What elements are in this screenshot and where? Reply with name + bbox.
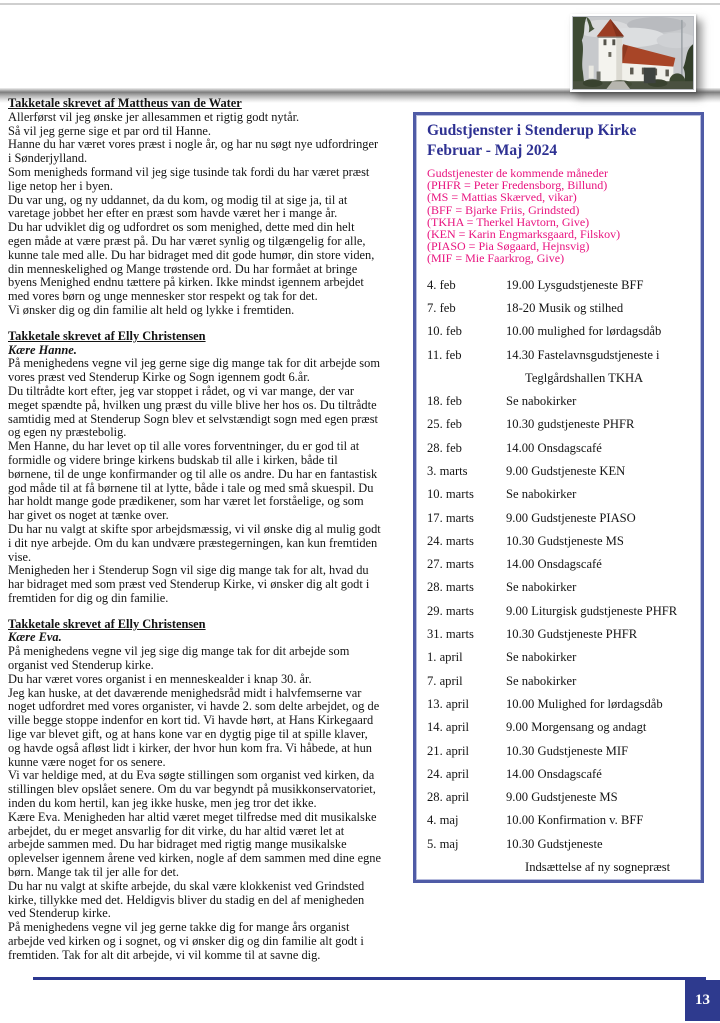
- schedule-date: 14. april: [427, 720, 469, 735]
- schedule-detail: Teglgårdshallen TKHA: [525, 370, 644, 385]
- text-line: lige var blevet gift, og at hans kone var en dygtig pige til at spille klaver,: [8, 727, 368, 742]
- schedule-row: [427, 837, 697, 860]
- text-line: Du tiltrådte kort efter, jeg var stoppet i rådet, og vi var mange, der var: [8, 383, 354, 398]
- schedule-row: [427, 348, 697, 371]
- text-line: god måde til at få børnene til at lytte, både i tale og med små skuespil. Du: [8, 480, 374, 495]
- text-line: inden du kom hertil, kan jeg ikke huske, men jeg tror det ikke.: [8, 796, 317, 811]
- schedule-date: 21. april: [427, 743, 469, 758]
- schedule-detail: 10.00 mulighed for lørdagsdåb: [506, 324, 662, 339]
- schedule-detail: 10.30 gudstjeneste PHFR: [506, 417, 635, 432]
- text-line: stillingen blev opslået senere. Om du var begyndt på musikkonservatoriet,: [8, 782, 376, 797]
- text-line: Vi var heldige med, at du Eva søgte stillingen som organist ved kirken, da: [8, 768, 375, 783]
- schedule-row: [427, 557, 697, 580]
- article-subheading: Kære Hanne.: [8, 342, 77, 357]
- legend-entry: (KEN = Karin Engmarksgaard, Filskov): [427, 227, 621, 242]
- schedule-row: [427, 674, 697, 697]
- schedule-date: 18. feb: [427, 394, 462, 409]
- schedule-detail: 9.00 Morgensang og andagt: [506, 720, 647, 735]
- schedule-detail: 18-20 Musik og stilhed: [506, 300, 624, 315]
- clergy-legend: [427, 167, 697, 265]
- schedule-row: [427, 487, 697, 510]
- schedule-row: [427, 697, 697, 720]
- schedule-date: 17. marts: [427, 510, 474, 525]
- text-line: fremtiden. Tak for alt dit arbejde, vi vil komme til at savne dig.: [8, 947, 321, 962]
- schedule-row: [427, 441, 697, 464]
- schedule-row: [427, 324, 697, 347]
- article-elly-eva: [8, 618, 412, 963]
- schedule-row: [427, 627, 697, 650]
- text-line: kirke, tillykke med det. Heldigvis bliver du stadig en del af menigheden: [8, 892, 365, 907]
- schedule-detail: 9.00 Gudstjeneste MS: [506, 790, 618, 805]
- text-line: Du har udviklet dig og udfordret os som menighed, dette med din helt: [8, 220, 355, 235]
- text-line: og havde også afløst lidt i kirker, der hvor hun kom fra. Vi håbede, at hun: [8, 740, 372, 755]
- text-line: arbejdet, du er meget ansvarlig for dit virke, du har altid været let at: [8, 823, 345, 838]
- schedule-row: [427, 511, 697, 534]
- article-elly-hanne: [8, 330, 412, 606]
- schedule-date: 24. marts: [427, 533, 474, 548]
- schedule-detail: 14.00 Onsdagscafé: [506, 440, 602, 455]
- church-photo: [570, 14, 696, 92]
- schedule-date: 7. april: [427, 673, 463, 688]
- text-line: Hanne du har været vores præst i nogle år, og har nu søgt nye udfordringer: [8, 137, 379, 152]
- schedule-date: 28. april: [427, 790, 469, 805]
- schedule-detail: 9.00 Liturgisk gudstjeneste PHFR: [506, 603, 678, 618]
- schedule-detail: 10.00 Konfirmation v. BFF: [506, 813, 644, 828]
- schedule-detail: 9.00 Gudstjeneste PIASO: [506, 510, 636, 525]
- text-line: På menighedens vegne vil jeg sige dig mange tak for dit arbejde som: [8, 644, 350, 659]
- church-photo-illustration: [572, 16, 694, 90]
- schedule-detail: 14.30 Fastelavnsgudstjeneste i: [506, 347, 660, 362]
- page-number: 13: [695, 992, 710, 1008]
- schedule-detail: 14.00 Onsdagscafé: [506, 766, 602, 781]
- schedule-detail: 10.30 Gudstjeneste: [506, 836, 603, 851]
- schedule-date: 13. april: [427, 696, 469, 711]
- article-body: [8, 645, 412, 962]
- text-line: har givet os noget at tænke over.: [8, 508, 169, 523]
- legend-entry: (TKHA = Therkel Havtorn, Give): [427, 214, 590, 229]
- text-line: og egen ny præstebolig.: [8, 425, 127, 440]
- schedule-date: 4. maj: [427, 813, 459, 828]
- services-schedule: [427, 278, 697, 883]
- schedule-detail: 14.00 Onsdagscafé: [506, 557, 602, 572]
- schedule-date: 25. feb: [427, 417, 462, 432]
- text-line: oplevelser igennem årene ved kirken, nogle af dem sammen med dine egne: [8, 851, 381, 866]
- schedule-detail: Indsættelse af ny sognepræst: [525, 860, 671, 875]
- legend-entry: (MIF = Mie Faarkrog, Give): [427, 251, 565, 266]
- text-line: arbejde sammen med. Du har bidraget med rigtig mange musikalske: [8, 837, 347, 852]
- text-line: organist ved Stenderup kirke.: [8, 658, 154, 673]
- services-title-line1: Gudstjenster i Stenderup Kirke: [427, 122, 637, 139]
- text-line: Menigheden her i Stenderup Sogn vil sige dig mange tak for alt, hvad du: [8, 563, 369, 578]
- text-line: har holdt mange gode prædikener, som har været let forståelige, og som: [8, 494, 364, 509]
- text-line: kunne være noget for os senere.: [8, 754, 166, 769]
- text-line: Som menigheds formand vil jeg sige tusinde tak fordi du har været præst: [8, 164, 370, 179]
- schedule-row: [427, 417, 697, 440]
- article-mattheus: [8, 97, 412, 318]
- text-line: ville begge stoppe indenfor en kort tid. Vi havde hørt, at Hans Kirkegaard: [8, 713, 374, 728]
- text-line: Du har nu valgt at skifte arbejde, du skal være klokkenist ved Grindsted: [8, 878, 365, 893]
- text-line: Men Hanne, du har levet op til alle vores forventninger, du er god til at: [8, 439, 360, 454]
- schedule-row: [427, 278, 697, 301]
- text-line: Jeg kan huske, at det daværende menighedsråd midt i halvfemserne var: [8, 685, 362, 700]
- schedule-date: 31. marts: [427, 627, 474, 642]
- page-number-badge: [685, 980, 720, 1021]
- text-line: byens Menighed endnu tættere på kirken. Ikke mindst igennem arbejdet: [8, 275, 364, 290]
- footer-rule: [33, 977, 706, 980]
- schedule-row: [427, 604, 697, 627]
- schedule-row: [427, 464, 697, 487]
- article-body: [8, 357, 412, 605]
- schedule-detail: 10.30 Gudstjeneste MIF: [506, 743, 629, 758]
- schedule-detail: Se nabokirker: [506, 650, 577, 665]
- schedule-row: [427, 371, 697, 394]
- schedule-detail: 19.00 Lysgudstjeneste BFF: [506, 277, 644, 292]
- article-heading: Takketale skrevet af Mattheus van de Water: [8, 97, 242, 110]
- text-line: Så vil jeg gerne sige et par ord til Hanne.: [8, 123, 212, 138]
- schedule-date: 24. april: [427, 766, 469, 781]
- legend-entries: [427, 179, 697, 264]
- text-line: børn. Mange tak til jer alle for det.: [8, 865, 180, 880]
- schedule-detail: 10.30 Gudstjeneste PHFR: [506, 627, 638, 642]
- article-heading: Takketale skrevet af Elly Christensen: [8, 616, 206, 631]
- text-line: Allerførst vil jeg ønske jer allesammen et rigtig godt nytår.: [8, 109, 300, 124]
- schedule-date: 10. feb: [427, 324, 462, 339]
- schedule-row: [427, 394, 697, 417]
- legend-entry: (PHFR = Peter Fredensborg, Billund): [427, 178, 608, 193]
- text-line: Vi ønsker dig og din familie alt held og lykke i fremtiden.: [8, 302, 295, 317]
- schedule-date: 1. april: [427, 650, 463, 665]
- text-line: På menighedens vegne vil jeg gerne takke dig for mange års organist: [8, 920, 350, 935]
- schedule-detail: Se nabokirker: [506, 487, 577, 502]
- text-line: Kære Eva. Menigheden har altid været meget tilfredse med dit musikalske: [8, 809, 377, 824]
- text-line: Du har nu valgt at skifte spor arbejdsmæssig, vi vil ønske dig al mulig godt: [8, 521, 381, 536]
- text-line: Du har været vores organist i en menneskealder i knap 30. år.: [8, 671, 312, 686]
- article-subheading: Kære Eva.: [8, 630, 62, 645]
- text-line: lige netop her i byen.: [8, 178, 113, 193]
- schedule-row: [427, 767, 697, 790]
- text-line: arbejde ved kirken og i sognet, og vi ønsker dig og din familie alt godt i: [8, 934, 364, 949]
- legend-entry: (MS = Mattias Skærved, vikar): [427, 190, 577, 205]
- text-line: vores præst ved Stenderup Kirke og Sogn igennem godt 6.år.: [8, 370, 310, 385]
- legend-entry: (PIASO = Pia Søgaard, Hejnsvig): [427, 239, 590, 254]
- text-line: noget udfordret med vores organister, vi havde 2. som delte arbejdet, og de: [8, 699, 380, 714]
- schedule-detail: 9.00 Gudstjeneste KEN: [506, 464, 626, 478]
- schedule-date: 29. marts: [427, 603, 474, 618]
- article-body: [8, 111, 412, 318]
- legend-title: Gudstjenester de kommende måneder: [427, 166, 608, 180]
- text-line: formidle og videre bringe kirkens budskab til alle i kirken, både til: [8, 452, 338, 467]
- schedule-date: 3. marts: [427, 464, 468, 478]
- schedule-date: 28. feb: [427, 440, 462, 455]
- services-title-line2: Februar - Maj 2024: [427, 142, 558, 159]
- schedule-row: [427, 813, 697, 836]
- text-line: har bidraget med som præst ved Stenderup Kirke, vi ønsker dig alt godt i: [8, 577, 370, 592]
- schedule-row: [427, 301, 697, 324]
- schedule-date: 27. marts: [427, 557, 474, 572]
- text-line: børnene, til de unge konfirmander og til alle os andre. Du har en fantastisk: [8, 466, 378, 481]
- text-line: Du var ung, og ny uddannet, da du kom, og modig til at sige ja, til at: [8, 192, 348, 207]
- text-line: kunne tale med alle. Du har bidraget med dit gode humør, din store viden,: [8, 247, 375, 262]
- text-line: din menneskelighed og Mange trøstende ord. Du har formået at bringe: [8, 261, 358, 276]
- legend-entry: (BFF = Bjarke Friis, Grindsted): [427, 202, 580, 217]
- schedule-detail: 10.00 Mulighed for lørdagsdåb: [506, 696, 663, 711]
- text-line: i Sønderjylland.: [8, 151, 88, 166]
- schedule-row: [427, 580, 697, 603]
- schedule-row: [427, 534, 697, 557]
- text-line: fremtiden for dig og din familie.: [8, 590, 169, 605]
- services-box: [413, 112, 704, 883]
- schedule-row: [427, 790, 697, 813]
- schedule-date: 4. feb: [427, 277, 456, 292]
- schedule-row: [427, 720, 697, 743]
- schedule-detail: Se nabokirker: [506, 580, 577, 595]
- schedule-row: [427, 860, 697, 883]
- text-line: egen måde at være præst på. Du har været synlig og tilgængelig for alle,: [8, 233, 366, 248]
- articles-column: [8, 97, 412, 963]
- schedule-row: [427, 744, 697, 767]
- schedule-date: 7. feb: [427, 300, 456, 315]
- schedule-detail: Se nabokirker: [506, 394, 577, 409]
- text-line: i dit nye arbejde. Om du kan undvære præstegerningen, kan kun fremtiden: [8, 535, 378, 550]
- text-line: På menighedens vegne vil jeg gerne sige dig mange tak for dit arbejde som: [8, 356, 380, 371]
- schedule-detail: Se nabokirker: [506, 673, 577, 688]
- text-line: vise.: [8, 549, 32, 564]
- text-line: varetage jobbet her efter en præst som havde været her i mange år.: [8, 206, 338, 221]
- schedule-date: 28. marts: [427, 580, 474, 595]
- schedule-date: 5. maj: [427, 836, 459, 851]
- text-line: med vores børn og unge mennesker stor respekt og tak for det.: [8, 289, 318, 304]
- schedule-detail: 10.30 Gudstjeneste MS: [506, 533, 624, 548]
- schedule-row: [427, 650, 697, 673]
- schedule-date: 11. feb: [427, 347, 462, 362]
- article-heading: Takketale skrevet af Elly Christensen: [8, 328, 206, 343]
- text-line: samtidig med at Stenderup Sogn blev et selvstændigt sogn med egen præst: [8, 411, 378, 426]
- schedule-date: 10. marts: [427, 487, 474, 502]
- text-line: meget spændte på, hvilken ung præst du ville blive her hos os. Du tiltrådte: [8, 397, 377, 412]
- text-line: ved Stenderup kirke.: [8, 906, 111, 921]
